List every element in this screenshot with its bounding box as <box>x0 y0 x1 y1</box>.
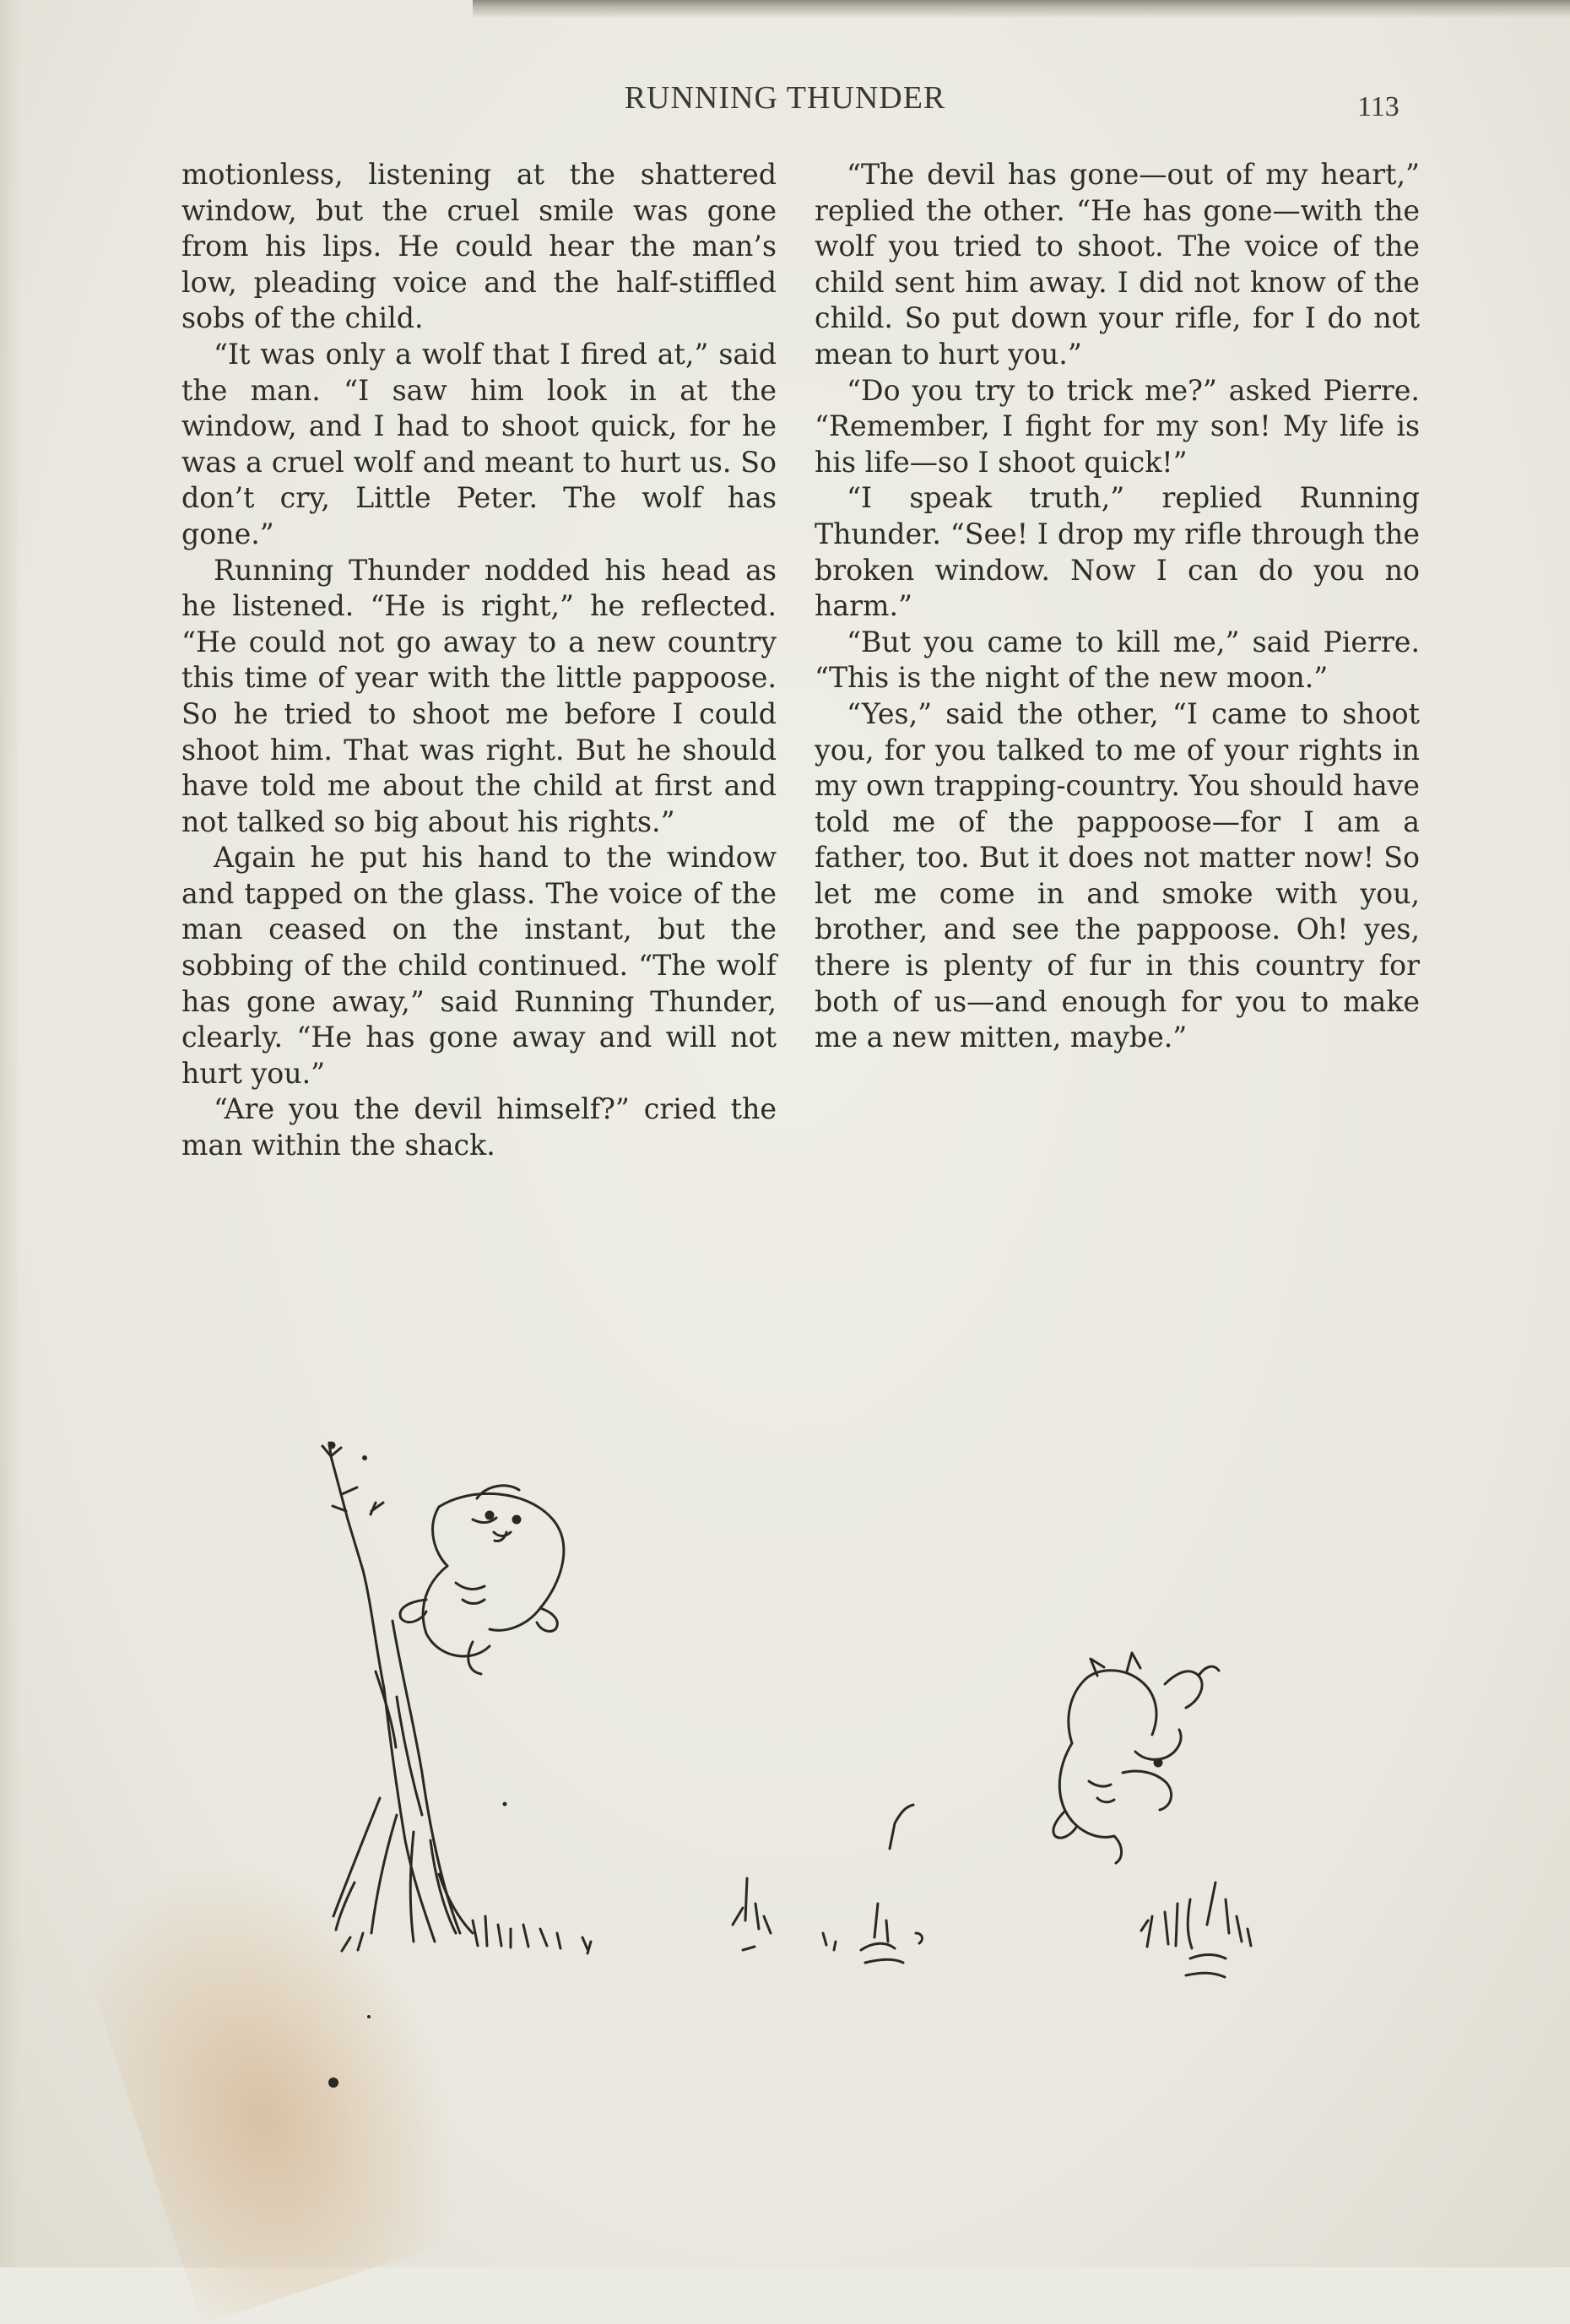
text-column-right <box>815 157 1420 1056</box>
standing-animal-drawing <box>1053 1653 1251 1977</box>
grass-tufts-drawing <box>733 1805 922 1963</box>
paragraph: Running Thunder nodded his head as he listened. “He is right,” he reflected. “He could not go away to a new country this time of year with the little pappoose. So he tried to shoot me before I could shoot him. That was right. But he should have told me about the child at first and not talked so big about his rights.” <box>181 553 777 838</box>
paragraph: “I speak truth,” replied Running Thunder. “See! I drop my rifle through the broken window. Now I can do you no harm.” <box>815 481 1420 623</box>
paragraph: “The devil has gone—out of my heart,” replied the other. “He has gone—with the wolf you tried to shoot. The voice of the child sent him away. I did not know of the child. So put down your rifle, for I do not mean to hurt you.” <box>815 158 1420 371</box>
paper-stain <box>66 1812 490 2324</box>
page-number: 113 <box>1357 91 1399 122</box>
paragraph: “Yes,” said the other, “I came to shoot you, for you talked to me of your rights in my own trapping-country. You should have told me of the pappoose—for I am a father, too. But it does not matter now! So let me come in and smoke with you, brother, and see the pappoose. Oh! yes, there is plenty of fur in this country for both of us—and enough for you to make me a new mitten, maybe.” <box>815 696 1420 1054</box>
paragraph: “It was only a wolf that I fired at,” said the man. “I saw him look in at the window, and I had to shoot quick, for he was a cruel wolf and meant to hurt us. So don’t cry, Little Peter. The wolf has gone.” <box>181 337 777 550</box>
paragraph: motionless, listening at the shattered window, but the cruel smile was gone from his lips. He could hear the man’s low, pleading voice and the half-stiffled sobs of the child. <box>181 158 777 335</box>
text-column-left <box>181 157 777 1164</box>
paragraph: “Are you the devil himself?” cried the man within the shack. <box>181 1092 777 1162</box>
paragraph: Again he put his hand to the window and tapped on the glass. The voice of the man ceased on the instant, but the sobbing of the child continued. “The wolf has gone away,” said Running Thunder, clearly. “He has gone away and will not hurt you.” <box>181 841 777 1090</box>
paragraph: “Do you try to trick me?” asked Pierre. “Remember, I fight for my son! My life is his life—so I shoot quick!” <box>815 373 1420 479</box>
paragraph: “But you came to kill me,” said Pierre. “This is the night of the new moon.” <box>815 625 1420 695</box>
running-header-title: RUNNING THUNDER <box>624 80 946 116</box>
page-top-edge <box>473 0 1570 19</box>
page-left-edge <box>0 0 20 2267</box>
